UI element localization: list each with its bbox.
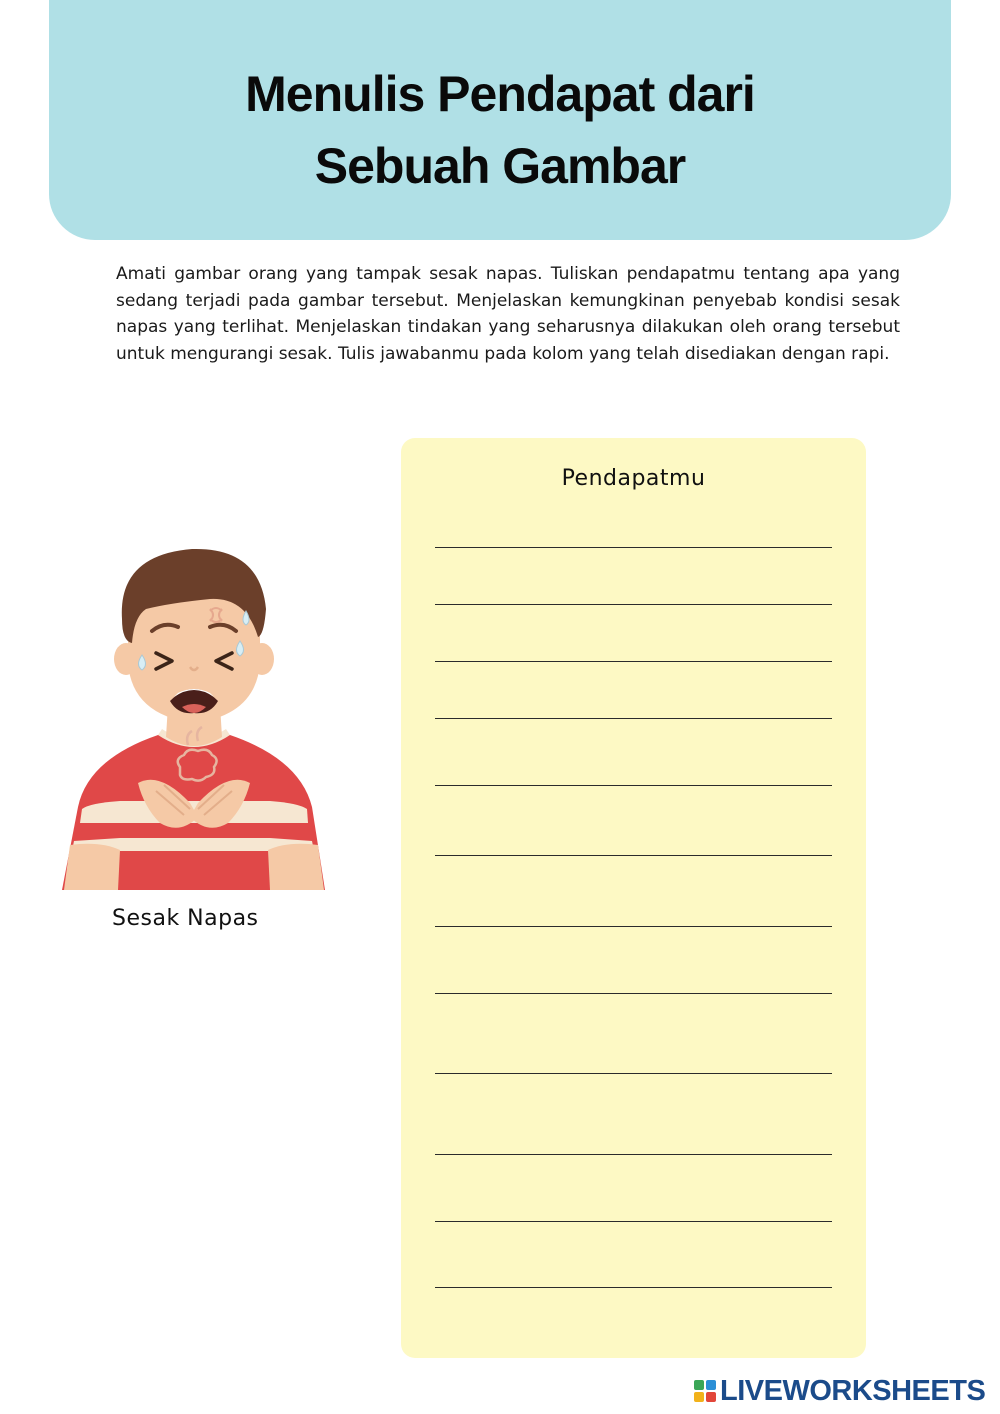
- answer-line[interactable]: [435, 547, 832, 548]
- answer-line[interactable]: [435, 1287, 832, 1288]
- answer-line[interactable]: [435, 604, 832, 605]
- answer-line[interactable]: [435, 785, 832, 786]
- liveworksheets-logo-icon: [694, 1380, 716, 1402]
- answer-panel: [401, 438, 866, 1358]
- answer-line[interactable]: [435, 993, 832, 994]
- answer-line[interactable]: [435, 1073, 832, 1074]
- answer-line[interactable]: [435, 855, 832, 856]
- instructions-text: Amati gambar orang yang tampak sesak napas. Tuliskan pendapatmu tentang apa yang sedang terjadi pada gambar tersebut. Menjelaskan kemungkinan penyebab kondisi sesak napas yang terlihat. Menjelaskan tindakan yang seharusnya dilakukan oleh orang tersebut untuk mengurangi sesak. Tulis jawabanmu pada kolom yang telah disediakan dengan rapi.: [116, 264, 900, 364]
- liveworksheets-logo[interactable]: [694, 1374, 985, 1408]
- answer-line[interactable]: [435, 718, 832, 719]
- answer-line[interactable]: [435, 1154, 832, 1155]
- short-of-breath-illustration: [60, 545, 328, 893]
- liveworksheets-wordmark: LIVEWORKSHEETS: [720, 1374, 986, 1407]
- answer-line[interactable]: [435, 1221, 832, 1222]
- answer-line[interactable]: [435, 661, 832, 662]
- illustration-caption: Sesak Napas: [112, 906, 259, 931]
- page-title: Menulis Pendapat dari Sebuah Gambar: [245, 66, 755, 194]
- answer-panel-heading: Pendapatmu: [561, 466, 706, 491]
- title-banner: [49, 0, 951, 240]
- answer-line[interactable]: [435, 926, 832, 927]
